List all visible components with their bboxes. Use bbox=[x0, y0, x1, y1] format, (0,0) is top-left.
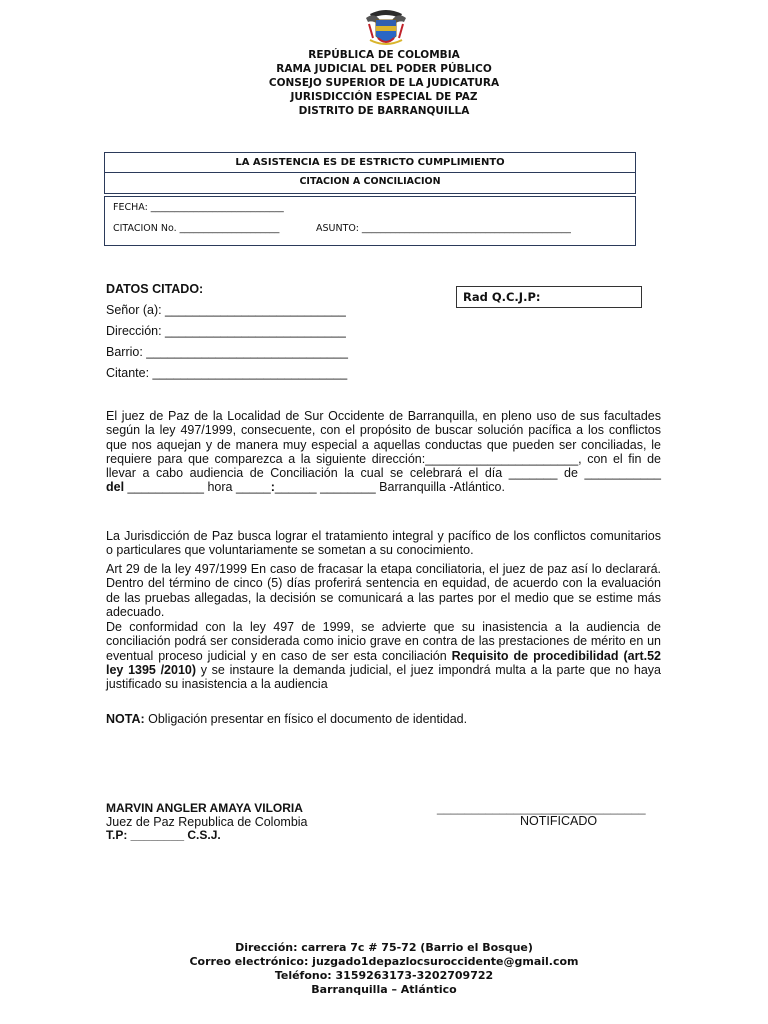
judge-name: MARVIN ANGLER AMAYA VILORIA bbox=[106, 801, 303, 815]
header-line: JURISDICCIÓN ESPECIAL DE PAZ bbox=[290, 91, 478, 103]
senor-field[interactable] bbox=[106, 303, 346, 317]
attendance-title: LA ASISTENCIA ES DE ESTRICTO CUMPLIMIENTO bbox=[235, 157, 505, 168]
paragraph-line: justificado su inasistencia a la audiencia bbox=[106, 677, 328, 692]
paragraph-line: de las pruebas allegadas, la decisión se comunicará a las partes por el medio que se estime más bbox=[106, 590, 661, 605]
paragraph-line: o particulares que voluntariamente se sometan a su conocimiento. bbox=[106, 543, 474, 558]
paragraph-line bbox=[106, 663, 661, 677]
asunto-field[interactable]: ASUNTO: ____________________________________________ bbox=[316, 223, 571, 234]
colon: : bbox=[270, 480, 275, 495]
paragraph-line-last bbox=[106, 480, 661, 494]
hora-text: ___________ hora _____ bbox=[124, 480, 271, 495]
senor-label: Señor (a): ____________________ bbox=[106, 303, 305, 317]
paragraph-line: adecuado. bbox=[106, 604, 165, 619]
paragraph-line: llevar a cabo audiencia de Conciliación la cual se celebrará el día _______ de ___________ bbox=[106, 466, 661, 481]
del-label: del bbox=[106, 480, 125, 495]
nota-text: Obligación presentar en físico el documento de identidad. bbox=[144, 712, 468, 726]
citation-subtitle-box bbox=[104, 171, 636, 194]
judge-role: Juez de Paz Republica de Colombia bbox=[106, 815, 308, 829]
datos-citado-heading: DATOS CITADO: bbox=[106, 282, 204, 296]
header-line: DISTRITO DE BARRANQUILLA bbox=[298, 105, 470, 117]
jurisdiction-paragraph bbox=[106, 529, 661, 558]
barrio-field[interactable]: Barrio: _____________________________ bbox=[106, 345, 348, 359]
location-text: ______ ________ Barranquilla -Atlántico. bbox=[274, 480, 505, 495]
institution-header bbox=[0, 48, 768, 118]
header-line: REPÚBLICA DE COLOMBIA bbox=[308, 49, 460, 61]
judge-tp: T.P: ________ C.S.J. bbox=[106, 828, 221, 842]
multa-text: y se instaure la demanda judicial, el juez impondrá multa a la parte que no haya bbox=[196, 662, 662, 677]
warning-paragraph bbox=[106, 620, 661, 691]
paragraph-line: De conformidad con la ley 497 de 1999, se advierte que su inasistencia a la audiencia de bbox=[106, 620, 661, 634]
citation-subtitle: CITACION A CONCILIACION bbox=[299, 176, 441, 187]
contact-footer bbox=[0, 941, 768, 997]
attendance-title-box bbox=[104, 152, 636, 173]
direccion-field[interactable]: Dirección: __________________________ bbox=[106, 324, 346, 338]
citation-paragraph bbox=[106, 409, 661, 495]
paragraph-line: requiere para que comparezca a la siguiente dirección:______________________, con el fin de bbox=[106, 451, 661, 466]
paragraph-line: Dentro del término de cinco (5) días proferirá sentencia en equidad, de acuerdo con la evaluación bbox=[106, 576, 661, 591]
paragraph-line: conciliación podrá ser considerada como inicio grave en contra de las prestaciones de mérito en un bbox=[106, 634, 661, 649]
paragraph-line: La Jurisdicción de Paz busca lograr el tratamiento integral y pacífico de los conflictos comunitarios bbox=[106, 529, 661, 543]
paragraph-line: El juez de Paz de la Localidad de Sur Occidente de Barranquilla, en pleno uso de sus facultades bbox=[106, 409, 661, 423]
radicado-label: Rad Q.C.J.P: bbox=[463, 290, 541, 304]
paragraph-line: que nos aquejan y de manera muy especial a aquellas conductas que pueden ser conciliadas, le bbox=[106, 437, 661, 452]
footer-phone: Teléfono: 3159263173-3202709722 bbox=[274, 969, 494, 982]
citante-field[interactable]: Citante: ____________________________ bbox=[106, 366, 348, 380]
footer-email: Correo electrónico: juzgado1depazlocsuroccidente@gmail.com bbox=[189, 955, 579, 968]
notificado-label: NOTIFICADO bbox=[520, 814, 598, 828]
header-line: CONSEJO SUPERIOR DE LA JUDICATURA bbox=[268, 77, 500, 89]
paragraph-line bbox=[106, 649, 661, 663]
article-29-paragraph bbox=[106, 562, 661, 619]
requisito-text: Requisito de procedibilidad (art.52 bbox=[451, 648, 661, 663]
fecha-field[interactable]: FECHA: ____________________________ bbox=[113, 202, 284, 213]
coat-of-arms-icon bbox=[364, 8, 408, 48]
radicado-box[interactable] bbox=[456, 286, 642, 308]
proceso-text: eventual proceso judicial y en caso de ser esta conciliación bbox=[106, 648, 452, 663]
notificado-signature-line[interactable]: ______________________________ bbox=[437, 801, 646, 815]
ley-text: ley 1395 /2010) bbox=[106, 662, 197, 677]
footer-address: Dirección: carrera 7c # 75-72 (Barrio el Bosque) bbox=[235, 941, 533, 954]
paragraph-line: Art 29 de la ley 497/1999 En caso de fracasar la etapa conciliatoria, el juez de paz así lo declarará. bbox=[106, 562, 661, 576]
paragraph-line: según la ley 497/1999, consecuente, con el propósito de buscar solución pacífica a los conflictos bbox=[106, 423, 661, 438]
header-line: RAMA JUDICIAL DEL PODER PÚBLICO bbox=[276, 63, 492, 75]
nota-line bbox=[106, 712, 467, 726]
citacion-number-field[interactable]: CITACION No. _____________________ bbox=[113, 223, 280, 234]
senor-tail: ______ bbox=[304, 303, 346, 317]
footer-city: Barranquilla – Atlántico bbox=[311, 983, 457, 996]
nota-label: NOTA: bbox=[106, 712, 145, 726]
